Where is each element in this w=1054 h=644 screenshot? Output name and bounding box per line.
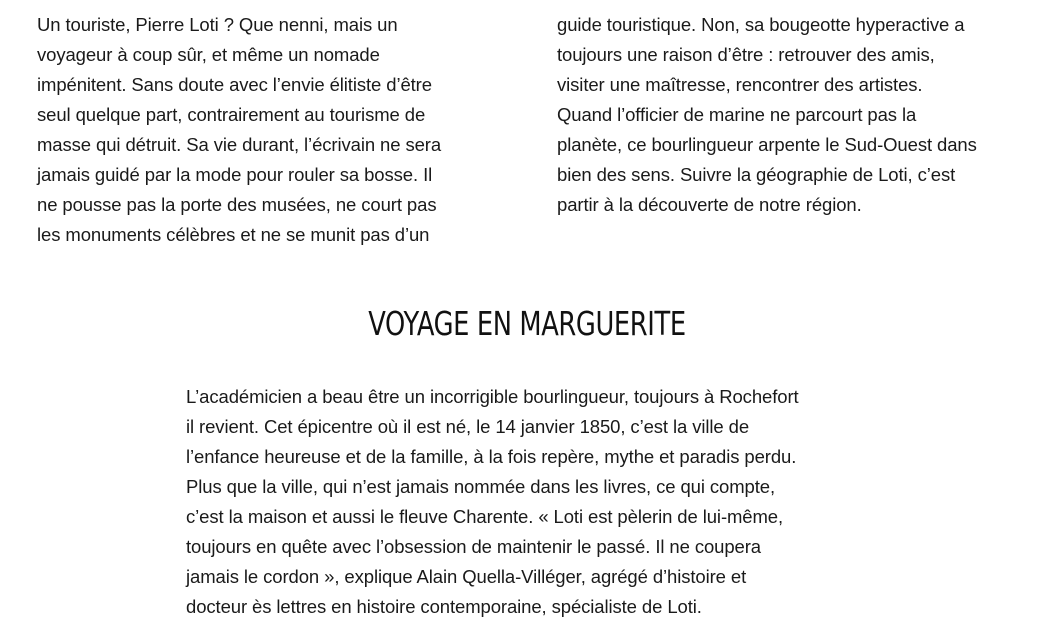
text-line: guide touristique. Non, sa bougeotte hyperactive a — [557, 14, 965, 35]
text-line: masse qui détruit. Sa vie durant, l’écrivain ne sera — [37, 134, 442, 155]
text-line: jamais guidé par la mode pour rouler sa bosse. Il — [37, 164, 433, 185]
text-line: planète, ce bourlingueur arpente le Sud-Ouest dans — [557, 134, 977, 155]
text-line: Un touriste, Pierre Loti ? Que nenni, mais un — [37, 14, 398, 35]
text-line: c’est la maison et aussi le fleuve Charente. « Loti est pèlerin de lui-même, — [186, 506, 784, 527]
text-line: seul quelque part, contrairement au tourisme de — [37, 104, 426, 125]
text-line: voyageur à coup sûr, et même un nomade — [37, 44, 380, 65]
intro-paragraph-left — [37, 10, 507, 250]
text-line: jamais le cordon », explique Alain Quella-Villéger, agrégé d’histoire et — [186, 566, 747, 587]
section-heading: VOYAGE EN MARGUERITE — [368, 304, 686, 343]
text-line: ne pousse pas la porte des musées, ne court pas — [37, 194, 437, 215]
text-line: Plus que la ville, qui n’est jamais nommée dans les livres, ce qui compte, — [186, 476, 775, 497]
text-line: Quand l’officier de marine ne parcourt pas la — [557, 104, 917, 125]
text-line: partir à la découverte de notre région. — [557, 194, 862, 215]
section-paragraph — [186, 382, 886, 622]
text-line: bien des sens. Suivre la géographie de Loti, c’est — [557, 164, 956, 185]
intro-paragraph-right — [557, 10, 1037, 220]
intro-right-column — [557, 10, 1037, 220]
text-line: docteur ès lettres en histoire contemporaine, spécialiste de Loti. — [186, 596, 702, 617]
text-line: l’enfance heureuse et de la famille, à la fois repère, mythe et paradis perdu. — [186, 446, 797, 467]
text-line: il revient. Cet épicentre où il est né, le 14 janvier 1850, c’est la ville de — [186, 416, 750, 437]
text-line: les monuments célèbres et ne se munit pas d’un — [37, 224, 430, 245]
text-line: toujours une raison d’être : retrouver des amis, — [557, 44, 935, 65]
intro-left-column — [37, 10, 507, 250]
text-line: impénitent. Sans doute avec l’envie élitiste d’être — [37, 74, 432, 95]
text-line: visiter une maîtresse, rencontrer des artistes. — [557, 74, 923, 95]
text-line: L’académicien a beau être un incorrigible bourlingueur, toujours à Rochefort — [186, 386, 799, 407]
text-line: toujours en quête avec l’obsession de maintenir le passé. Il ne coupera — [186, 536, 761, 557]
section-body — [186, 382, 886, 622]
